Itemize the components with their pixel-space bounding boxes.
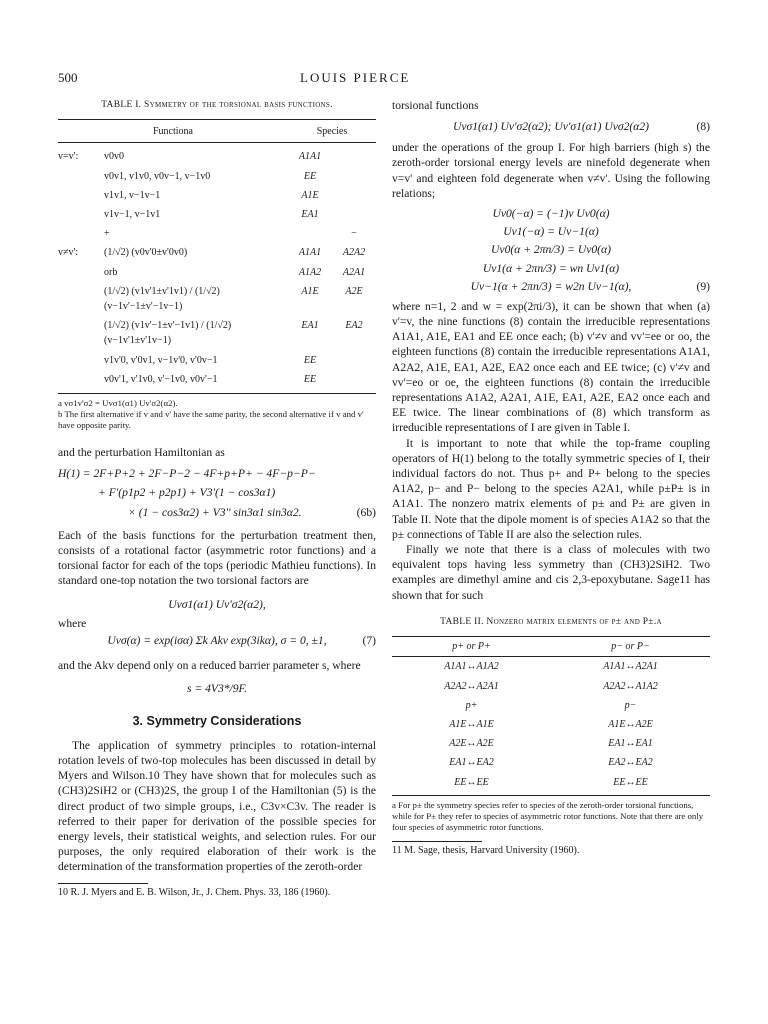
table2-head-0: p+ or P+ xyxy=(452,641,491,653)
table1-row-label xyxy=(58,167,104,186)
table1-row-species: A1E xyxy=(301,189,319,201)
table2-row xyxy=(392,773,710,792)
table1-row-label: v≠v': xyxy=(58,247,79,259)
equation-9e xyxy=(392,279,710,296)
table1-row xyxy=(58,282,376,316)
table2-cell: A1E↔A2E xyxy=(608,718,653,730)
running-head: LOUIS PIERCE xyxy=(300,70,411,85)
equation-9a: Uv0(−α) = (−1)v Uv0(α) xyxy=(492,207,610,221)
right-paragraph-3: where n=1, 2 and w = exp(2πi/3), it can be shown that when (a) v'=v, the nine functions (8) contain the irreducible representations A1A1, A1E, EA1 and EE once each; (b) v'≠v and vv'=ee or oo, the eighteen functions (8) contain the irreducible representations A1A1, A2A2, A1E, EA1, A2E, EA2 once each and EE twice; (c) v'≠v and vv'=eo or oe, the eighteen functions (8) contain the irreducible representations A1A2, A2A1, A1E, EA1, A2E, EA2 once each and EE twice. The linear combinations of (8) which transform as irreducible representations of I are given in Table I. xyxy=(392,299,710,435)
left-column xyxy=(58,98,376,899)
left-paragraph-2: Each of the basis functions for the perturbation treatment then, consists of a rotational factor (asymmetric rotor functions) and a torsional factor for each of the tops (periodic Mathieu functions). In standard one-top notation the two torsional factors are xyxy=(58,528,376,588)
table1-row-species: EE xyxy=(303,373,317,385)
table1-row-label xyxy=(58,224,104,243)
left-paragraph-1: and the perturbation Hamiltonian as xyxy=(58,446,225,460)
table1-row xyxy=(58,224,376,243)
equation-8-number: (8) xyxy=(696,120,710,134)
equation-7-text: Uvσ(α) = exp(iσα) Σk Akv exp(3ikα), σ = 0, ±1, xyxy=(107,634,327,648)
table1-row-label xyxy=(58,282,104,316)
table1-row-species2 xyxy=(332,205,376,224)
right-column xyxy=(392,98,710,857)
table2-cell: A1A1↔A2A1 xyxy=(603,661,658,673)
table1-row-species xyxy=(288,224,332,243)
table1-caption: TABLE I. Symmetry of the torsional basis functions. xyxy=(101,100,333,110)
table2-row xyxy=(392,657,710,676)
table1-row-species2 xyxy=(332,186,376,205)
table2-row xyxy=(392,677,710,696)
table1-row xyxy=(58,263,376,282)
table2-cell: p+ xyxy=(465,699,478,711)
table1-row-function: v1v−1, v−1v1 xyxy=(104,209,161,221)
table1-row-species: A1E xyxy=(301,285,319,297)
table2-row xyxy=(392,715,710,734)
table1-row xyxy=(58,370,376,389)
equation-8 xyxy=(392,119,710,136)
table2-cell: EE↔EE xyxy=(454,776,489,788)
table1-row-species: EE xyxy=(303,170,317,182)
table1-row-species: EE xyxy=(303,354,317,366)
table1-row xyxy=(58,147,376,166)
equation-torsional-text: Uvσ1(α1) Uv'σ2(α2), xyxy=(168,597,266,611)
table2-cell: EE↔EE xyxy=(613,776,648,788)
equation-8-text: Uvσ1(α1) Uv'σ2(α2); Uv'σ1(α1) Uvσ2(α2) xyxy=(452,120,650,134)
table1-row xyxy=(58,186,376,205)
page-number: 500 xyxy=(58,70,78,85)
left-paragraph-4: and the Akv depend only on a reduced barrier parameter s, where xyxy=(58,659,361,673)
table1-row-species: EA1 xyxy=(301,209,319,221)
table1-row-label xyxy=(58,205,104,224)
table2-cell: A2A2↔A2A1 xyxy=(444,680,499,692)
left-paragraph-3: where xyxy=(58,616,87,630)
equation-6b-number: (6b) xyxy=(356,505,376,519)
equation-9c: Uv0(α + 2πn/3) = Uv0(α) xyxy=(491,243,611,257)
table1-row xyxy=(58,243,376,262)
table1-col-species: Species xyxy=(316,126,348,138)
table1-row xyxy=(58,167,376,186)
table1-row-species2: − xyxy=(350,228,358,240)
table1-row-function: v0v0 xyxy=(104,151,124,163)
table1-row-species2 xyxy=(332,370,376,389)
table1-row-function: v0v1, v1v0, v0v−1, v−1v0 xyxy=(104,170,211,182)
table1-row-species2 xyxy=(332,167,376,186)
table1-row xyxy=(58,205,376,224)
table1 xyxy=(58,147,376,389)
table1-row-function: orb xyxy=(104,266,118,278)
equation-6b-text: × (1 − cos3α2) + V3'' sin3α1 sin3α2. xyxy=(128,505,302,519)
table1-row-species2 xyxy=(332,147,376,166)
table1-row-species2 xyxy=(332,351,376,370)
table2-cell: A1A1↔A1A2 xyxy=(444,661,499,673)
table1-row-label xyxy=(58,370,104,389)
equation-s: s = 4V3*/9F. xyxy=(186,682,248,696)
table1-row-label: v=v': xyxy=(58,151,79,163)
table1-row-species: A1A2 xyxy=(298,266,322,278)
right-paragraph-4: It is important to note that while the top-frame coupling operators of H(1) belong to the totally symmetric species of I, their individual factors do not. Thus p+ and P+ belong to the species A1A2, p− and P− belong to the species A2A1, while p±P± is in A1A1. The nonzero matrix elements of p± and P± are given in Table II. Note that the dipole moment is of species A1A2 so that the p± connections of Table II are also the selection rules. xyxy=(392,436,710,541)
equation-9b: Uv1(−α) = Uv−1(α) xyxy=(503,225,599,239)
table1-row-species: A1A1 xyxy=(298,151,322,163)
table2-cell: A2A2↔A1A2 xyxy=(603,680,658,692)
table1-row-function: v1v'0, v'0v1, v−1v'0, v'0v−1 xyxy=(104,354,218,366)
equation-7 xyxy=(58,633,376,650)
table2-cell: EA2↔EA2 xyxy=(608,757,653,769)
table1-row-function: + xyxy=(104,228,110,240)
equation-9-number: (9) xyxy=(696,279,710,293)
table1-row-label xyxy=(58,316,104,350)
table1-row-species2: A2A2 xyxy=(342,247,366,259)
table2-cell: EA1↔EA2 xyxy=(449,757,494,769)
equation-9e-text: Uv−1(α + 2πn/3) = w2n Uv−1(α), xyxy=(470,279,632,293)
table1-row-label xyxy=(58,263,104,282)
equation-torsional xyxy=(58,597,376,612)
table1-row-species2: A2E xyxy=(345,285,363,297)
table2-row xyxy=(392,753,710,772)
reference-11: 11 M. Sage, thesis, Harvard University (1960). xyxy=(392,844,580,856)
table1-header xyxy=(58,120,376,142)
table1-row-species2: EA2 xyxy=(345,320,363,332)
table1-row-function: (1/√2) (v1v'1±v'1v1) / (1/√2) (v−1v'−1±v'−1v−1) xyxy=(104,285,220,313)
equation-7-number: (7) xyxy=(362,634,376,648)
table2 xyxy=(392,637,710,656)
table1-footnote-a: a vσ1v'σ2 = Uvσ1(α1) Uv'σ2(α2). xyxy=(58,398,178,409)
table1-row-label xyxy=(58,186,104,205)
table1-col-function: Functiona xyxy=(153,126,193,138)
table2-cell: A1E↔A1E xyxy=(449,718,494,730)
table2-row xyxy=(392,734,710,753)
table1-footnote-b: b The first alternative if v and v' have the same parity, the second alternative if v and v' have opposite parity. xyxy=(58,409,364,431)
table2-caption: TABLE II. Nonzero matrix elements of p± and P±.a xyxy=(440,616,662,627)
section-title: 3. Symmetry Considerations xyxy=(132,714,302,729)
table2-cell: A2E↔A2E xyxy=(449,738,494,750)
equation-6a: H(1) = 2F+P+2 + 2F−P−2 − 4F+p+P+ − 4F−p−P− xyxy=(58,467,316,481)
equation-6b-line1: + F'(p1p2 + p2p1) + V3'(1 − cos3α1) xyxy=(98,486,276,500)
table2-row xyxy=(392,696,710,715)
right-paragraph-1: torsional functions xyxy=(392,99,479,112)
table2-cell: p− xyxy=(624,699,637,711)
right-paragraph-2: under the operations of the group I. For high barriers (high s) the zeroth-order torsional energy levels are ninefold degenerate when v=v' and eighteen fold degenerate when v≠v'. Using the following relations; xyxy=(392,141,710,200)
left-paragraph-5: The application of symmetry principles to rotation-internal rotation levels of two-top molecules has been discussed in detail by Myers and Wilson.10 They have shown that for molecules such as (CH3)2SiH2 or (CH3)2S, the group I of the Hamiltonian (5) is the direct product of two simple groups, i.e., C3v×C3v. The reader is referred to their paper for derivation of the possible species for energy levels, their statistical weights, and selection rules. For our purposes, the only required elaboration of their work is the determination of the transformation properties of the zeroth-order xyxy=(58,738,376,874)
table2-header xyxy=(392,637,710,656)
table1-row-function: v1v1, v−1v−1 xyxy=(104,189,161,201)
table2-body xyxy=(392,657,710,791)
table1-row-species: A1A1 xyxy=(298,247,322,259)
table1-row-function: v0v'1, v'1v0, v'−1v0, v0v'−1 xyxy=(104,373,218,385)
table1-row xyxy=(58,316,376,350)
table1-row-function: (1/√2) (v0v'0±v'0v0) xyxy=(104,247,188,259)
equation-9d: Uv1(α + 2πn/3) = wn Uv1(α) xyxy=(482,261,620,275)
table2-head-1: p− or P− xyxy=(611,641,650,653)
table2-cell: EA1↔EA1 xyxy=(608,738,653,750)
table2-footnote: a For p± the symmetry species refer to species of the zeroth-order torsional functions, while for P± they refer to species of asymmetric rotor functions. Note that there are only four species of asymmetric rotor functions. xyxy=(392,799,704,832)
table1-row-label xyxy=(58,351,104,370)
right-paragraph-5: Finally we note that there is a class of molecules with two equivalent tops having less symmetry than (CH3)2SiH2. Two examples are dimethyl amine and cis 2,3-epoxybutane. Sage11 has shown that for such xyxy=(392,543,710,602)
table1-row-function: (1/√2) (v1v'−1±v'−1v1) / (1/√2) (v−1v'1±v'1v−1) xyxy=(104,320,232,347)
table1-row-species: EA1 xyxy=(301,320,319,332)
equation-6b-line2 xyxy=(58,505,376,520)
reference-10: 10 R. J. Myers and E. B. Wilson, Jr., J. Chem. Phys. 33, 186 (1960). xyxy=(58,886,331,898)
table1-row xyxy=(58,351,376,370)
table1-row-species2: A2A1 xyxy=(342,266,366,278)
